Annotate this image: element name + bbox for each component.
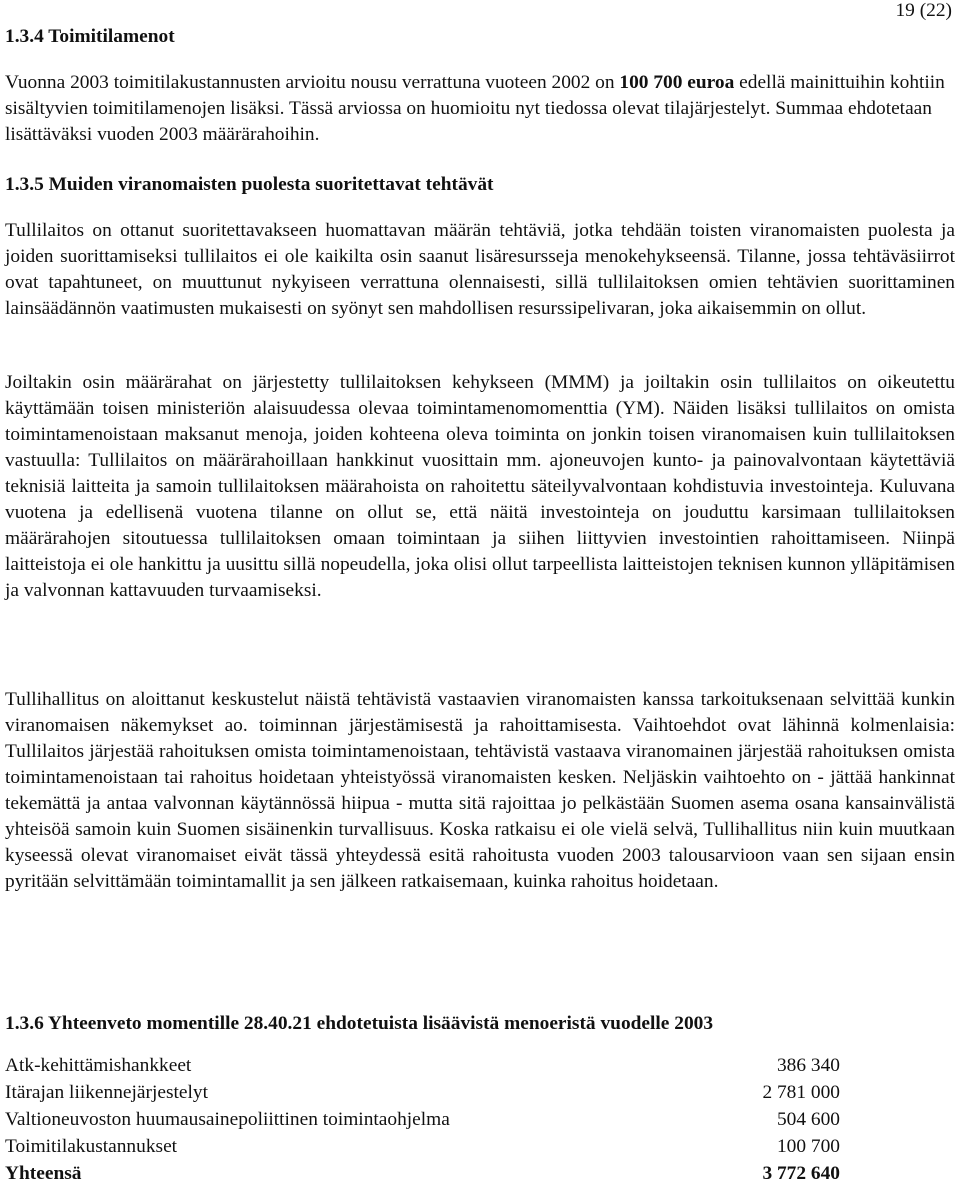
row-amount: 386 340 [776,1055,840,1076]
heading-yhteenveto: 1.3.6 Yhteenveto momentille 28.40.21 ehdotetuista lisäävistä menoeristä vuodelle 2003 [5,1013,714,1034]
paragraph-text-start: Vuonna 2003 toimitilakustannusten arvioitu nousu verrattuna vuoteen 2002 on [5,72,620,93]
table-row [5,1079,840,1106]
heading-muiden-viranomaisten: 1.3.5 Muiden viranomaisten puolesta suoritettavat tehtävät [5,174,494,195]
row-label: Valtioneuvoston huumausainepoliittinen toimintaohjelma [5,1109,450,1130]
paragraph-tehtavat-3: Tullihallitus on aloittanut keskustelut näistä tehtävistä vastaavien viranomaisten kanssa tarkoituksenaan selvittää kunkin viranomaisen näkemykset ao. toiminnan järjestämisestä ja rahoittamisesta. Vaihtoehdot ovat lähinnä kolmenlaisia: Tullilaitos järjestää rahoituksen omista toimintamenoistaan, tehtävistä vastaava viranomainen järjestää rahoituksen omista toimintamenoistaan tai rahoitus hoidetaan yhteistyössä viranomaisten kesken. Neljäskin vaihtoehto on - jättää hankinnat tekemättä ja antaa valvonnan käytännössä hiipua - mutta sitä rajoittaa jo pelkästään Suomen asema osana kansainvälistä yhteisöä samoin kuin Suomen sisäinenkin turvallisuus. Koska ratkaisu ei ole vielä selvä, Tullihallitus niin kuin muutkaan kyseessä olevat viranomaiset eivät tässä yhteydessä esitä rahoitusta vuoden 2003 talousarvioon vaan sen sijaan ensin pyritään selvittämään toimintamallit ja sen jälkeen ratkaisemaan, kuinka rahoitus hoidetaan. [5,689,955,892]
row-label: Atk-kehittämishankkeet [5,1055,192,1076]
paragraph-toimitilamenot [5,70,955,148]
table-row [5,1106,840,1133]
table-row [5,1052,840,1079]
paragraph-tehtavat-1: Tullilaitos on ottanut suoritettavakseen huomattavan määrän tehtäviä, jotka tehdään toisten viranomaisten puolesta ja joiden suorittamiseksi tullilaitos ei ole kaikilta osin saanut lisäresursseja menokehykseensä. Tilanne, jossa tehtäväsiirrot ovat tapahtuneet, on muuttunut nykyiseen verrattuna olennaisesti, sillä tullilaitoksen omien tehtävien suorittaminen lainsäädännön vaatimusten mukaisesti on syönyt sen mahdollisen resurssipelivaran, joka aikaisemmin on ollut. [5,220,955,319]
amount-highlight: 100 700 euroa [619,72,735,93]
paragraph-tehtavat-2: Joiltakin osin määrärahat on järjestetty tullilaitoksen kehykseen (MMM) ja joiltakin osin tullilaitos on oikeutettu käyttämään toisen ministeriön alaisuudessa olevaa toimintamenomomenttia (YM). Näiden lisäksi tullilaitos on omista toimintamenoistaan maksanut menoja, joiden kohteena oleva toiminta on jonkin toisen viranomaisen kuin tullilaitoksen vastuulla: Tullilaitos on määrärahoillaan hankkinut vuosittain mm. ajoneuvojen kunto- ja painovalvontaan käytettäviä teknisiä laitteita ja samoin tullilaitoksen määrahoista on rahoitettu säteilyvalvontaan kohdistuvia investointeja. Kuluvana vuotena ja edellisenä vuotena tilanne on ollut se, että näitä investointeja on jouduttu karsimaan tullilaitoksen määrärahojen sitoutuessa tullilaitoksen omaan toimintaan ja siihen liittyvien investointien rahoittamiseen. Niinpä laitteistoja ei ole hankittu ja uusittu sillä nopeudella, joka olisi ollut tarpeellista laitteistojen teknisen kunnon ylläpitämisen ja valvonnan kattavuuden turvaamiseksi. [5,372,955,601]
page-number: 19 (22) [895,0,952,21]
total-label: Yhteensä [5,1163,82,1184]
table-row [5,1133,840,1160]
paragraph-text-end: edellä mainittuihin kohtiin sisältyvien toimitilamenojen lisäksi. Tässä arviossa on huomioitu nyt tiedossa olevat tilajärjestelyt. Summaa ehdotetaan lisättäväksi vuoden 2003 määrärahoihin. [5,72,945,145]
row-label: Itärajan liikennejärjestelyt [5,1082,208,1103]
heading-toimitilamenot: 1.3.4 Toimitilamenot [5,26,175,47]
row-amount: 2 781 000 [762,1082,840,1103]
total-amount: 3 772 640 [762,1163,840,1184]
total-row [5,1160,840,1187]
row-label: Toimitilakustannukset [5,1136,178,1157]
row-amount: 504 600 [776,1109,840,1130]
row-amount: 100 700 [776,1136,840,1157]
summary-table [5,1052,840,1187]
